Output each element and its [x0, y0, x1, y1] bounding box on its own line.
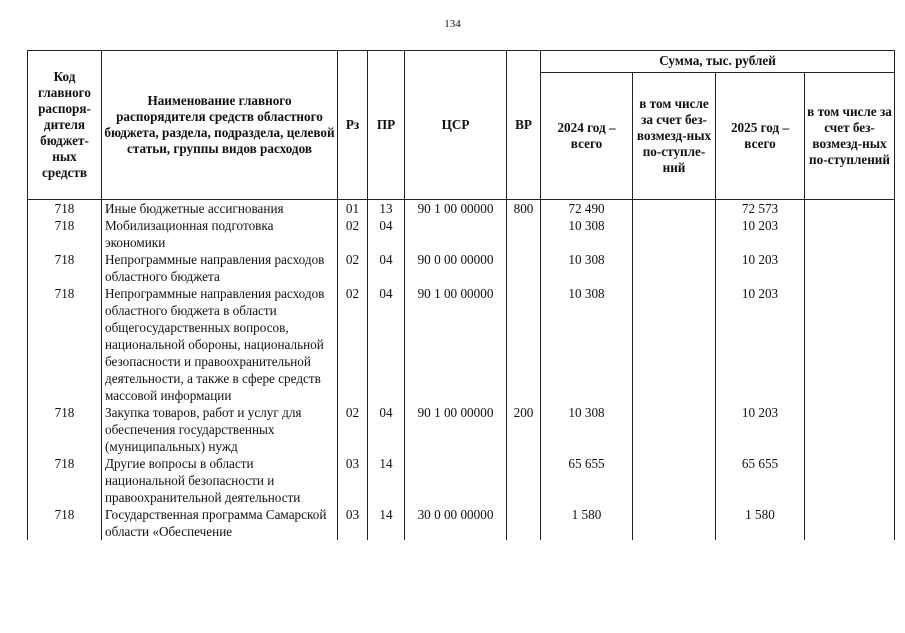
cell-2024-total: 65 655	[541, 455, 633, 506]
cell-vr: 200	[507, 404, 541, 455]
cell-2024-grants	[633, 404, 716, 455]
cell-csr: 90 0 00 00000	[405, 251, 507, 285]
table-row	[28, 251, 895, 285]
cell-2024-grants	[633, 455, 716, 506]
cell-rz: 02	[338, 404, 368, 455]
cell-2025-total: 1 580	[716, 506, 805, 540]
header-vr: ВР	[507, 51, 541, 200]
cell-csr: 90 1 00 00000	[405, 404, 507, 455]
header-csr: ЦСР	[405, 51, 507, 200]
cell-name: Непрограммные направления расходов областного бюджета в области общегосударственных вопросов, национальной обороны, национальной безопасности и правоохранительной деятельности, а также в сфере средств массовой информации	[102, 285, 338, 404]
header-name: Наименование главного распорядителя средств областного бюджета, раздела, подраздела, целевой статьи, группы видов расходов	[102, 51, 338, 200]
cell-pr: 14	[368, 455, 405, 506]
cell-2024-total: 10 308	[541, 285, 633, 404]
cell-2025-grants	[805, 404, 895, 455]
header-code: Код главного распоря-дителя бюджет-ных средств	[28, 51, 102, 200]
cell-rz: 02	[338, 217, 368, 251]
cell-code: 718	[28, 200, 102, 218]
cell-2025-grants	[805, 506, 895, 540]
cell-csr	[405, 455, 507, 506]
cell-csr: 90 1 00 00000	[405, 200, 507, 218]
cell-vr	[507, 506, 541, 540]
cell-pr: 14	[368, 506, 405, 540]
cell-csr	[405, 217, 507, 251]
cell-2024-grants	[633, 200, 716, 218]
cell-rz: 01	[338, 200, 368, 218]
cell-2024-grants	[633, 506, 716, 540]
table-row	[28, 404, 895, 455]
cell-pr: 04	[368, 217, 405, 251]
cell-2025-grants	[805, 217, 895, 251]
cell-code: 718	[28, 285, 102, 404]
cell-csr: 30 0 00 00000	[405, 506, 507, 540]
cell-2025-grants	[805, 455, 895, 506]
cell-2025-total: 10 203	[716, 217, 805, 251]
cell-2025-grants	[805, 200, 895, 218]
cell-name: Другие вопросы в области национальной безопасности и правоохранительной деятельности	[102, 455, 338, 506]
cell-vr	[507, 251, 541, 285]
header-2025-total: 2025 год – всего	[716, 73, 805, 200]
cell-name: Непрограммные направления расходов областного бюджета	[102, 251, 338, 285]
table-row	[28, 455, 895, 506]
header-pr: ПР	[368, 51, 405, 200]
cell-2024-grants	[633, 285, 716, 404]
cell-name: Закупка товаров, работ и услуг для обеспечения государственных (муниципальных) нужд	[102, 404, 338, 455]
cell-2024-grants	[633, 217, 716, 251]
page-number: 134	[444, 18, 461, 30]
cell-vr	[507, 285, 541, 404]
cell-2025-grants	[805, 251, 895, 285]
cell-2025-grants	[805, 285, 895, 404]
budget-table	[27, 50, 895, 540]
table-row	[28, 200, 895, 218]
cell-2025-total: 65 655	[716, 455, 805, 506]
cell-rz: 03	[338, 506, 368, 540]
cell-2025-total: 10 203	[716, 404, 805, 455]
cell-2024-total: 1 580	[541, 506, 633, 540]
table-body	[28, 200, 895, 541]
cell-pr: 04	[368, 285, 405, 404]
header-rz: Рз	[338, 51, 368, 200]
table-row	[28, 217, 895, 251]
header-2024-grants: в том числе за счет без-возмезд-ных по-ступле-ний	[633, 73, 716, 200]
cell-2025-total: 10 203	[716, 285, 805, 404]
table-row	[28, 285, 895, 404]
header-2024-total: 2024 год – всего	[541, 73, 633, 200]
cell-name: Государственная программа Самарской области «Обеспечение	[102, 506, 338, 540]
cell-2025-total: 72 573	[716, 200, 805, 218]
cell-vr	[507, 217, 541, 251]
table-row	[28, 506, 895, 540]
cell-pr: 04	[368, 404, 405, 455]
cell-2024-total: 72 490	[541, 200, 633, 218]
cell-rz: 02	[338, 285, 368, 404]
cell-2024-total: 10 308	[541, 251, 633, 285]
cell-vr	[507, 455, 541, 506]
header-2025-grants: в том числе за счет без-возмезд-ных по-ступлений	[805, 73, 895, 200]
cell-pr: 04	[368, 251, 405, 285]
cell-2024-grants	[633, 251, 716, 285]
cell-code: 718	[28, 404, 102, 455]
cell-2024-total: 10 308	[541, 217, 633, 251]
cell-code: 718	[28, 455, 102, 506]
cell-code: 718	[28, 506, 102, 540]
cell-rz: 03	[338, 455, 368, 506]
cell-2024-total: 10 308	[541, 404, 633, 455]
cell-vr: 800	[507, 200, 541, 218]
cell-pr: 13	[368, 200, 405, 218]
cell-name: Иные бюджетные ассигнования	[102, 200, 338, 218]
cell-rz: 02	[338, 251, 368, 285]
cell-code: 718	[28, 251, 102, 285]
cell-2025-total: 10 203	[716, 251, 805, 285]
cell-csr: 90 1 00 00000	[405, 285, 507, 404]
cell-code: 718	[28, 217, 102, 251]
cell-name: Мобилизационная подготовка экономики	[102, 217, 338, 251]
header-sum-group: Сумма, тыс. рублей	[541, 51, 895, 73]
